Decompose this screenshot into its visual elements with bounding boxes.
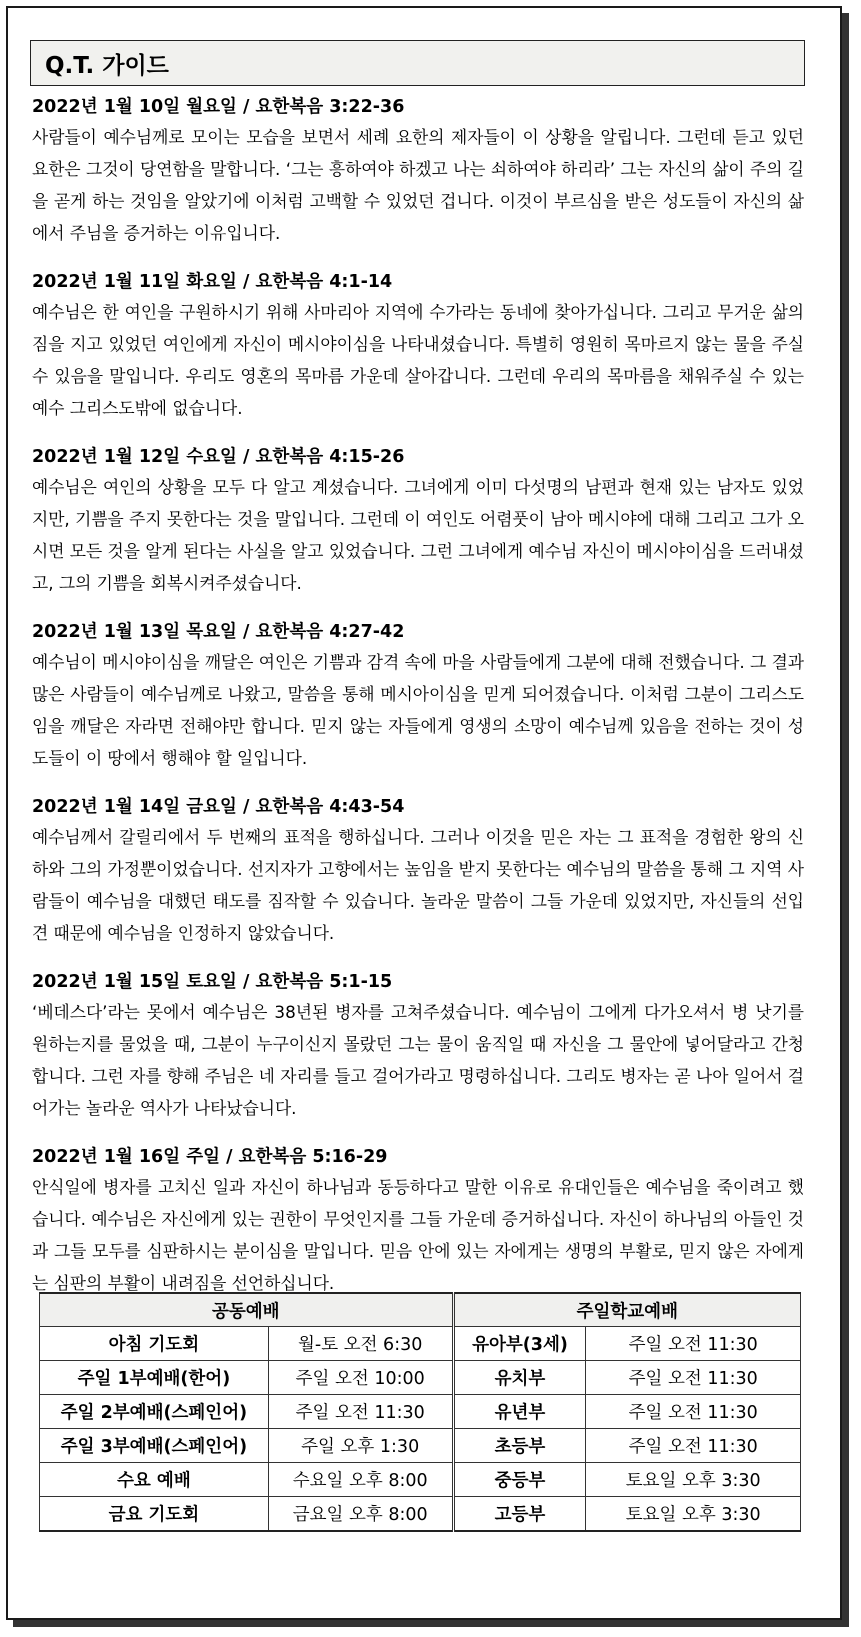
qt-entry — [32, 619, 804, 774]
entry-body: 사람들이 예수님께로 모이는 모습을 보면서 세례 요한의 제자들이 이 상황을 알립니다. 그런데 듣고 있던 요한은 그것이 당연함을 말합니다. ‘그는 흥하여야 하겠고 나는 쇠하여야 하리라’ 그는 자신의 삶이 주의 길을 곧게 하는 것임을 알았기에 이처럼 고백할 수 있었던 겁니다. 이것이 부르심을 받은 성도들이 자신의 삶에서 주님을 증거하는 이유입니다. — [32, 127, 804, 243]
department-time: 토요일 오후 3:30 — [586, 1497, 801, 1532]
service-time: 주일 오전 11:30 — [268, 1395, 453, 1429]
qt-entry — [32, 969, 804, 1124]
page-title: Q.T. 가이드 — [30, 40, 805, 86]
entry-heading: 2022년 1월 15일 토요일 / 요한복음 5:1-15 — [32, 972, 393, 992]
service-name: 주일 1부예배(한어) — [40, 1361, 269, 1395]
department-time: 주일 오전 11:30 — [586, 1429, 801, 1463]
entry-heading: 2022년 1월 11일 화요일 / 요한복음 4:1-14 — [32, 272, 393, 292]
service-name: 주일 3부예배(스페인어) — [40, 1429, 269, 1463]
table-row — [40, 1463, 801, 1497]
entry-heading: 2022년 1월 14일 금요일 / 요한복음 4:43-54 — [32, 797, 405, 817]
service-time: 주일 오전 10:00 — [268, 1361, 453, 1395]
entry-body: 예수님이 메시야이심을 깨달은 여인은 기쁨과 감격 속에 마을 사람들에게 그분에 대해 전했습니다. 그 결과 많은 사람들이 예수님께로 나왔고, 말씀을 통해 메시아이심을 믿게 되어졌습니다. 이처럼 그분이 그리스도임을 깨달은 자라면 전해야만 합니다. 믿지 않는 자들에게 영생의 소망이 예수님께 있음을 전하는 것이 성도들이 이 땅에서 행해야 할 일입니다. — [32, 652, 804, 768]
department-name: 고등부 — [453, 1497, 586, 1532]
qt-entries — [32, 94, 804, 1319]
service-time: 금요일 오후 8:00 — [268, 1497, 453, 1532]
table-row — [40, 1497, 801, 1532]
entry-heading: 2022년 1월 12일 수요일 / 요한복음 4:15-26 — [32, 447, 405, 467]
qt-entry — [32, 94, 804, 249]
entry-heading: 2022년 1월 16일 주일 / 요한복음 5:16-29 — [32, 1147, 388, 1167]
department-time: 주일 오전 11:30 — [586, 1361, 801, 1395]
department-time: 주일 오전 11:30 — [586, 1395, 801, 1429]
qt-entry — [32, 444, 804, 599]
table-row — [40, 1327, 801, 1361]
worship-schedule-table — [39, 1292, 801, 1532]
entry-body: 예수님은 한 여인을 구원하시기 위해 사마리아 지역에 수가라는 동네에 찾아가십니다. 그리고 무거운 삶의 짐을 지고 있었던 여인에게 자신이 메시야이심을 나타내셨습니다. 특별히 영원히 목마르지 않는 물을 주실 수 있음을 말입니다. 우리도 영혼의 목마름 가운데 살아갑니다. 그런데 우리의 목마름을 채워주실 수 있는 예수 그리스도밖에 없습니다. — [32, 302, 804, 418]
entry-heading: 2022년 1월 10일 월요일 / 요한복음 3:22-36 — [32, 97, 405, 117]
table-row — [40, 1395, 801, 1429]
service-name: 수요 예배 — [40, 1463, 269, 1497]
department-time: 주일 오전 11:30 — [586, 1327, 801, 1361]
department-name: 유치부 — [453, 1361, 586, 1395]
entry-body: 예수님은 여인의 상황을 모두 다 알고 계셨습니다. 그녀에게 이미 다섯명의 남편과 현재 있는 남자도 있었지만, 기쁨을 주지 못한다는 것을 말입니다. 그런데 이 여인도 어렴풋이 남아 메시야에 대해 그리고 그가 오시면 모든 것을 알게 된다는 사실을 알고 있었습니다. 그런 그녀에게 예수님 자신이 메시야이심을 드러내셨고, 그의 기쁨을 회복시켜주셨습니다. — [32, 477, 804, 593]
entry-heading: 2022년 1월 13일 목요일 / 요한복음 4:27-42 — [32, 622, 405, 642]
qt-entry — [32, 794, 804, 949]
service-name: 주일 2부예배(스페인어) — [40, 1395, 269, 1429]
table-header-row — [40, 1293, 801, 1327]
qt-entry — [32, 1144, 804, 1299]
entry-body: 예수님께서 갈릴리에서 두 번째의 표적을 행하십니다. 그러나 이것을 믿은 자는 그 표적을 경험한 왕의 신하와 그의 가정뿐이었습니다. 선지자가 고향에서는 높임을 받지 못한다는 예수님의 말씀을 통해 그 지역 사람들이 예수님을 대했던 태도를 짐작할 수 있습니다. 놀라운 말씀이 그들 가운데 있었지만, 자신들의 선입견 때문에 예수님을 인정하지 않았습니다. — [32, 827, 804, 943]
service-name: 아침 기도회 — [40, 1327, 269, 1361]
service-name: 금요 기도회 — [40, 1497, 269, 1532]
table-row — [40, 1361, 801, 1395]
entry-body: ‘베데스다’라는 못에서 예수님은 38년된 병자를 고쳐주셨습니다. 예수님이 그에게 다가오셔서 병 낫기를 원하는지를 물었을 때, 그분이 누구이신지 몰랐던 그는 물이 움직일 때 자신을 그 물안에 넣어달라고 간청합니다. 그런 자를 향해 주님은 네 자리를 들고 걸어가라고 명령하십니다. 그리도 병자는 곧 나아 일어서 걸어가는 놀라운 역사가 나타났습니다. — [32, 1002, 804, 1118]
department-name: 중등부 — [453, 1463, 586, 1497]
department-time: 토요일 오후 3:30 — [586, 1463, 801, 1497]
service-time: 월-토 오전 6:30 — [268, 1327, 453, 1361]
table-row — [40, 1429, 801, 1463]
header-sunday-school: 주일학교예배 — [453, 1293, 800, 1327]
header-joint-worship: 공동예배 — [40, 1293, 454, 1327]
department-name: 초등부 — [453, 1429, 586, 1463]
service-time: 수요일 오후 8:00 — [268, 1463, 453, 1497]
service-time: 주일 오후 1:30 — [268, 1429, 453, 1463]
department-name: 유아부(3세) — [453, 1327, 586, 1361]
entry-body: 안식일에 병자를 고치신 일과 자신이 하나님과 동등하다고 말한 이유로 유대인들은 예수님을 죽이려고 했습니다. 예수님은 자신에게 있는 권한이 무엇인지를 그들 가운데 증거하십니다. 자신이 하나님의 아들인 것과 그들 모두를 심판하시는 분이심을 말입니다. 믿음 안에 있는 자에게는 생명의 부활로, 믿지 않은 자에게는 심판의 부활이 내려짐을 선언하십니다. — [32, 1177, 804, 1293]
department-name: 유년부 — [453, 1395, 586, 1429]
qt-entry — [32, 269, 804, 424]
